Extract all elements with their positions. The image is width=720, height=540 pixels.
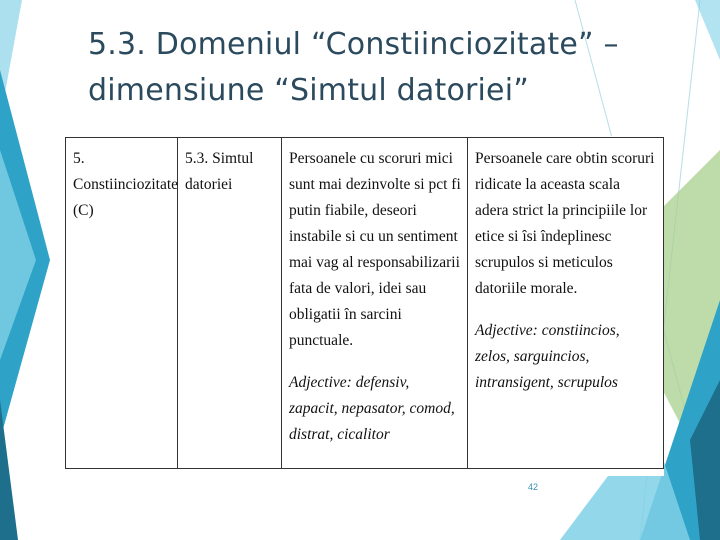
page-number: 42 [528, 482, 539, 492]
title-line-1: 5.3. Domeniul “Constiinciozitate” – [88, 27, 619, 62]
low-score-description: Persoanele cu scoruri mici sunt mai dezinvolte si pct fi putin fiabile, deseori instabile si cu un sentiment mai vag al responsabilizarii fata de valori, idei sau obligatii în sarcini punctuale. [289, 150, 461, 349]
domain-cell [66, 138, 178, 469]
slide-title [88, 22, 688, 114]
low-score-adjectives: Adjective: defensiv, zapacit, nepasator, comod, distrat, cicalitor [289, 374, 455, 443]
domain-label: 5. Constiinciozitate (C) [73, 150, 179, 219]
high-score-cell [468, 138, 664, 469]
high-score-description: Persoanele care obtin scoruri ridicate la aceasta scala adera strict la principiile lor etice si îsi îndeplinesc scrupulos si meticulos datoriile morale. [475, 150, 655, 297]
scale-description-table [65, 137, 664, 469]
low-score-cell [282, 138, 468, 469]
high-score-adjectives: Adjective: constiincios, zelos, sarguincios, intransigent, scrupulos [475, 322, 620, 391]
scale-description-table-image [64, 136, 664, 476]
facet-label: 5.3. Simtul datoriei [185, 150, 254, 193]
right-deco-triangle-top [695, 0, 720, 60]
left-deco-triangle-bottom [0, 400, 18, 540]
facet-cell [178, 138, 282, 469]
table-row [66, 138, 664, 469]
title-line-2: dimensiune “Simtul datoriei” [88, 73, 529, 108]
